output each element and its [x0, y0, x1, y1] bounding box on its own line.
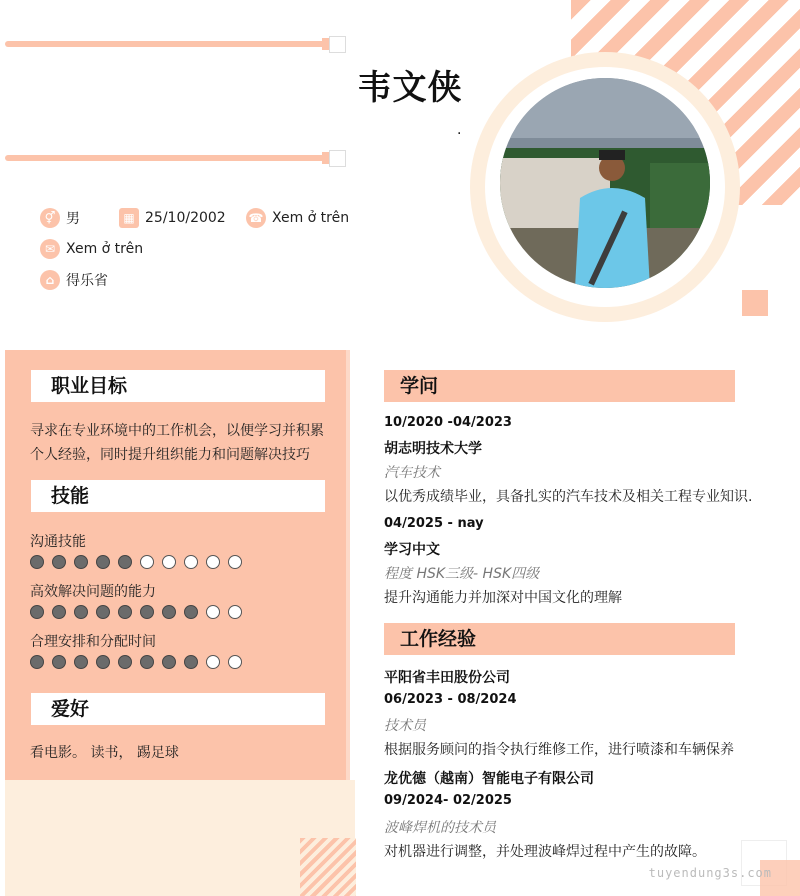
hobbies-title: 爱好	[31, 693, 325, 725]
profile-photo	[500, 78, 710, 288]
education-period: 10/2020 -04/2023	[384, 415, 512, 430]
rating-dot-filled	[96, 605, 110, 619]
watermark: tuyendung3s.com	[648, 866, 772, 880]
email-value: Xem ở trên	[66, 241, 144, 257]
left-panel-edge	[346, 350, 350, 780]
education-period: 04/2025 - nay	[384, 516, 484, 531]
gender-info	[40, 208, 80, 228]
birthdate-info	[119, 208, 226, 228]
header-line-top-end	[329, 36, 346, 53]
skill-label: 合理安排和分配时间	[30, 634, 156, 650]
skill-rating	[30, 605, 242, 619]
education-title: 学问	[384, 370, 735, 402]
experience-desc: 根据服务顾问的指令执行维修工作，进行喷漆和车辆保养	[384, 742, 734, 758]
experience-role: 波峰焊机的技术员	[384, 820, 496, 836]
address-info	[40, 270, 108, 290]
education-school: 胡志明技术大学	[384, 441, 482, 457]
rating-dot-filled	[30, 605, 44, 619]
rating-dot-empty	[206, 555, 220, 569]
skill-label: 沟通技能	[30, 534, 86, 550]
rating-dot-filled	[140, 605, 154, 619]
skills-title: 技能	[31, 480, 325, 512]
candidate-subtitle: .	[457, 122, 462, 138]
email-icon: ✉	[40, 239, 60, 259]
skill-label: 高效解决问题的能力	[30, 584, 156, 600]
rating-dot-filled	[74, 605, 88, 619]
rating-dot-filled	[52, 655, 66, 669]
experience-period: 06/2023 - 08/2024	[384, 692, 517, 707]
hobbies-text: 看电影。 读书， 踢足球	[30, 745, 179, 761]
address-value: 得乐省	[66, 273, 108, 289]
rating-dot-filled	[184, 605, 198, 619]
career-goal-line-1: 寻求在专业环境中的工作机会，以便学习并积累	[30, 423, 324, 439]
rating-dot-empty	[206, 655, 220, 669]
skill-rating	[30, 655, 242, 669]
header-line-bottom-end	[329, 150, 346, 167]
rating-dot-filled	[30, 655, 44, 669]
skill-rating	[30, 555, 242, 569]
header-line-top	[5, 41, 330, 47]
experience-desc: 对机器进行调整，并处理波峰焊过程中产生的故障。	[384, 844, 706, 860]
birthdate-value: 25/10/2002	[145, 210, 226, 226]
rating-dot-filled	[184, 655, 198, 669]
experience-title: 工作经验	[384, 623, 735, 655]
rating-dot-filled	[96, 555, 110, 569]
career-goal-line-2: 个人经验，同时提升组织能力和问题解决技巧	[30, 447, 310, 463]
rating-dot-empty	[228, 655, 242, 669]
rating-dot-filled	[52, 605, 66, 619]
bottom-stripes-decoration	[300, 838, 356, 896]
rating-dot-filled	[52, 555, 66, 569]
gender-value: 男	[66, 211, 80, 227]
home-icon: ⌂	[40, 270, 60, 290]
rating-dot-empty	[184, 555, 198, 569]
rating-dot-filled	[118, 655, 132, 669]
education-major: 程度 HSK三级- HSK四级	[384, 566, 540, 582]
phone-info	[246, 208, 349, 228]
rating-dot-empty	[162, 555, 176, 569]
email-info	[40, 239, 143, 259]
rating-dot-filled	[96, 655, 110, 669]
rating-dot-filled	[118, 605, 132, 619]
education-school: 学习中文	[384, 542, 440, 558]
calendar-icon: ▦	[119, 208, 139, 228]
header-line-bottom	[5, 155, 330, 161]
rating-dot-empty	[228, 605, 242, 619]
gender-icon: ⚥	[40, 208, 60, 228]
career-goal-title: 职业目标	[31, 370, 325, 402]
rating-dot-filled	[162, 655, 176, 669]
phone-value: Xem ở trên	[272, 210, 350, 226]
rating-dot-filled	[162, 605, 176, 619]
phone-icon: ☎	[246, 208, 266, 228]
education-desc: 提升沟通能力并加深对中国文化的理解	[384, 590, 622, 606]
rating-dot-filled	[74, 555, 88, 569]
experience-role: 技术员	[384, 718, 426, 734]
rating-dot-empty	[228, 555, 242, 569]
rating-dot-filled	[140, 655, 154, 669]
square-decoration	[742, 290, 768, 316]
education-major: 汽车技术	[384, 465, 440, 481]
experience-company: 平阳省丰田股份公司	[384, 670, 510, 686]
experience-company: 龙优德（越南）智能电子有限公司	[384, 771, 594, 787]
rating-dot-filled	[30, 555, 44, 569]
candidate-name: 韦文侠	[357, 68, 463, 108]
rating-dot-filled	[74, 655, 88, 669]
experience-period: 09/2024- 02/2025	[384, 793, 512, 808]
rating-dot-empty	[140, 555, 154, 569]
rating-dot-filled	[118, 555, 132, 569]
rating-dot-empty	[206, 605, 220, 619]
education-desc: 以优秀成绩毕业，具备扎实的汽车技术及相关工程专业知识.	[384, 489, 753, 505]
